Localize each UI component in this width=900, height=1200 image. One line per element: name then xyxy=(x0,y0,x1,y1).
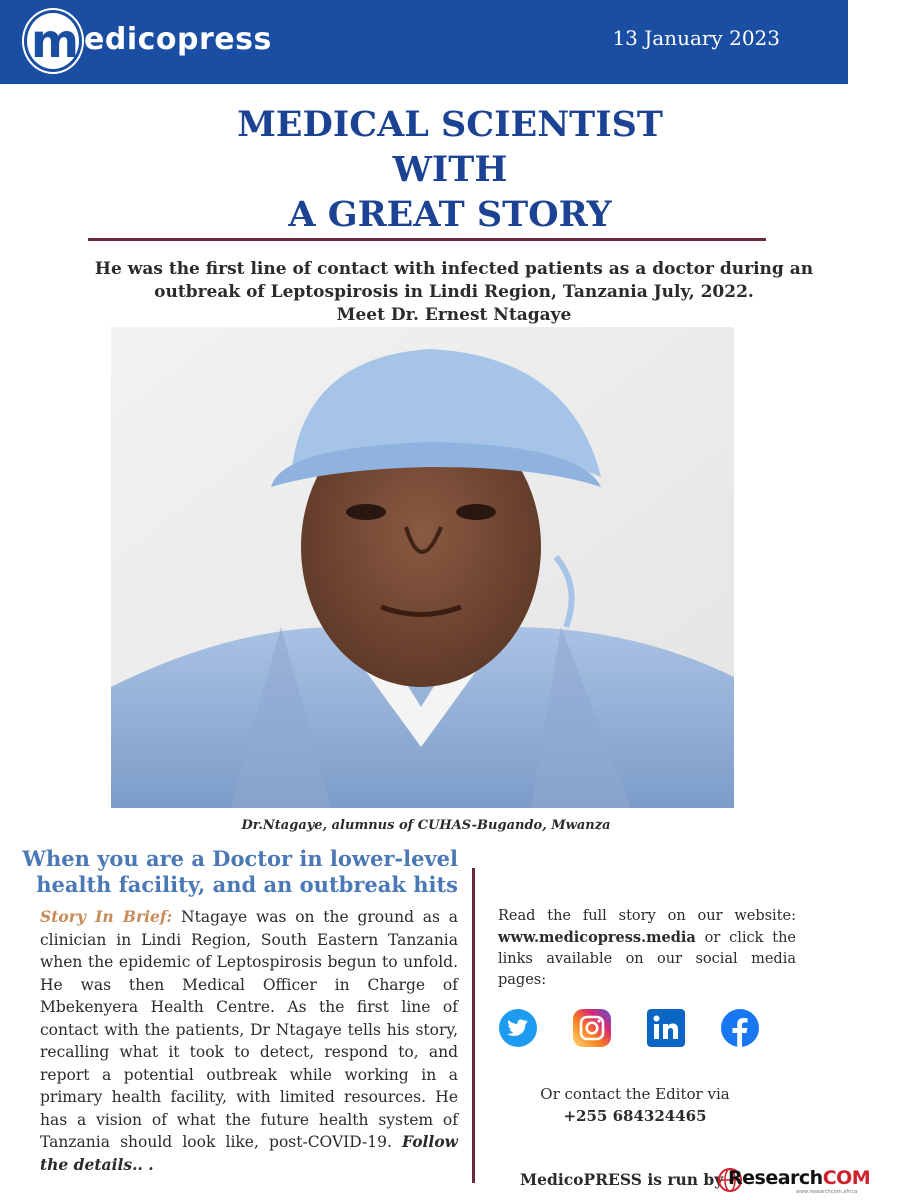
photo-caption: Dr.Ntagaye, alumnus of CUHAS-Bugando, Mwanza xyxy=(241,818,611,833)
story-lead: Story In Brief: xyxy=(40,907,173,926)
researchcom-logo[interactable] xyxy=(718,1163,871,1197)
story-in-brief xyxy=(40,906,458,1176)
section-heading-line: When you are a Doctor in lower-level xyxy=(22,846,458,871)
researchcom-url: www.researchcom.africa xyxy=(796,1189,858,1195)
contact-label: Or contact the Editor via xyxy=(540,1085,730,1103)
medicopress-logo-mark[interactable] xyxy=(24,10,82,72)
read-prefix: Read the full story on our website: xyxy=(498,908,796,924)
follow-details-link[interactable]: Follow the details.. . xyxy=(40,1132,458,1174)
rc-prefix: Research xyxy=(728,1167,823,1189)
column-divider xyxy=(472,868,475,1183)
portrait-illustration xyxy=(111,327,734,808)
read-suffix: or click the links available on our social media pages: xyxy=(498,930,796,988)
title-line: WITH xyxy=(392,149,508,190)
subtitle-line: He was the first line of contact with infected patients as a doctor during an xyxy=(94,259,814,279)
section-heading xyxy=(20,846,458,898)
logo-letter: m xyxy=(31,14,79,68)
twitter-icon[interactable] xyxy=(498,1008,538,1048)
editor-phone[interactable]: +255 684324465 xyxy=(563,1107,707,1125)
website-link[interactable]: www.medicopress.media xyxy=(498,929,696,946)
run-by-label: MedicoPRESS is run by xyxy=(520,1170,724,1189)
issue-date: 13 January 2023 xyxy=(612,26,780,50)
title-line: A GREAT STORY xyxy=(288,194,612,235)
linkedin-icon[interactable] xyxy=(646,1008,686,1048)
social-links xyxy=(498,1008,798,1052)
rc-suffix: COM xyxy=(822,1167,871,1189)
subtitle-line: outbreak of Leptospirosis in Lindi Region, Tanzania July, 2022. xyxy=(154,282,754,302)
read-more-text xyxy=(498,906,796,991)
article-subtitle xyxy=(40,258,868,327)
title-line: MEDICAL SCIENTIST xyxy=(237,104,663,145)
editor-contact xyxy=(500,1083,770,1127)
facebook-icon[interactable] xyxy=(720,1008,760,1048)
logo-wordmark[interactable]: edicopress xyxy=(84,22,272,57)
researchcom-wordmark xyxy=(728,1167,870,1189)
instagram-icon[interactable] xyxy=(572,1008,612,1048)
doctor-portrait-photo xyxy=(111,327,734,808)
section-heading-line: health facility, and an outbreak hits xyxy=(36,872,458,897)
title-divider xyxy=(88,238,766,241)
story-body: Ntagaye was on the ground as a clinician in Lindi Region, South Eastern Tanzania when the epidemic of Leptospirosis begun to unfold. He was then Medical Officer in Charge of Mbekenyera Health Centre. As the first line of contact with the patients, Dr Ntagaye tells his story, recalling what it took to detect, respond to, and report a potential outbreak while working in a primary health facility, with limited resources. He has a vision of what the future health system of Tanzania should look like, post-COVID-19. xyxy=(40,908,458,1151)
article-title xyxy=(0,102,900,237)
subtitle-line: Meet Dr. Ernest Ntagaye xyxy=(336,305,572,325)
masthead-bar xyxy=(0,0,848,84)
